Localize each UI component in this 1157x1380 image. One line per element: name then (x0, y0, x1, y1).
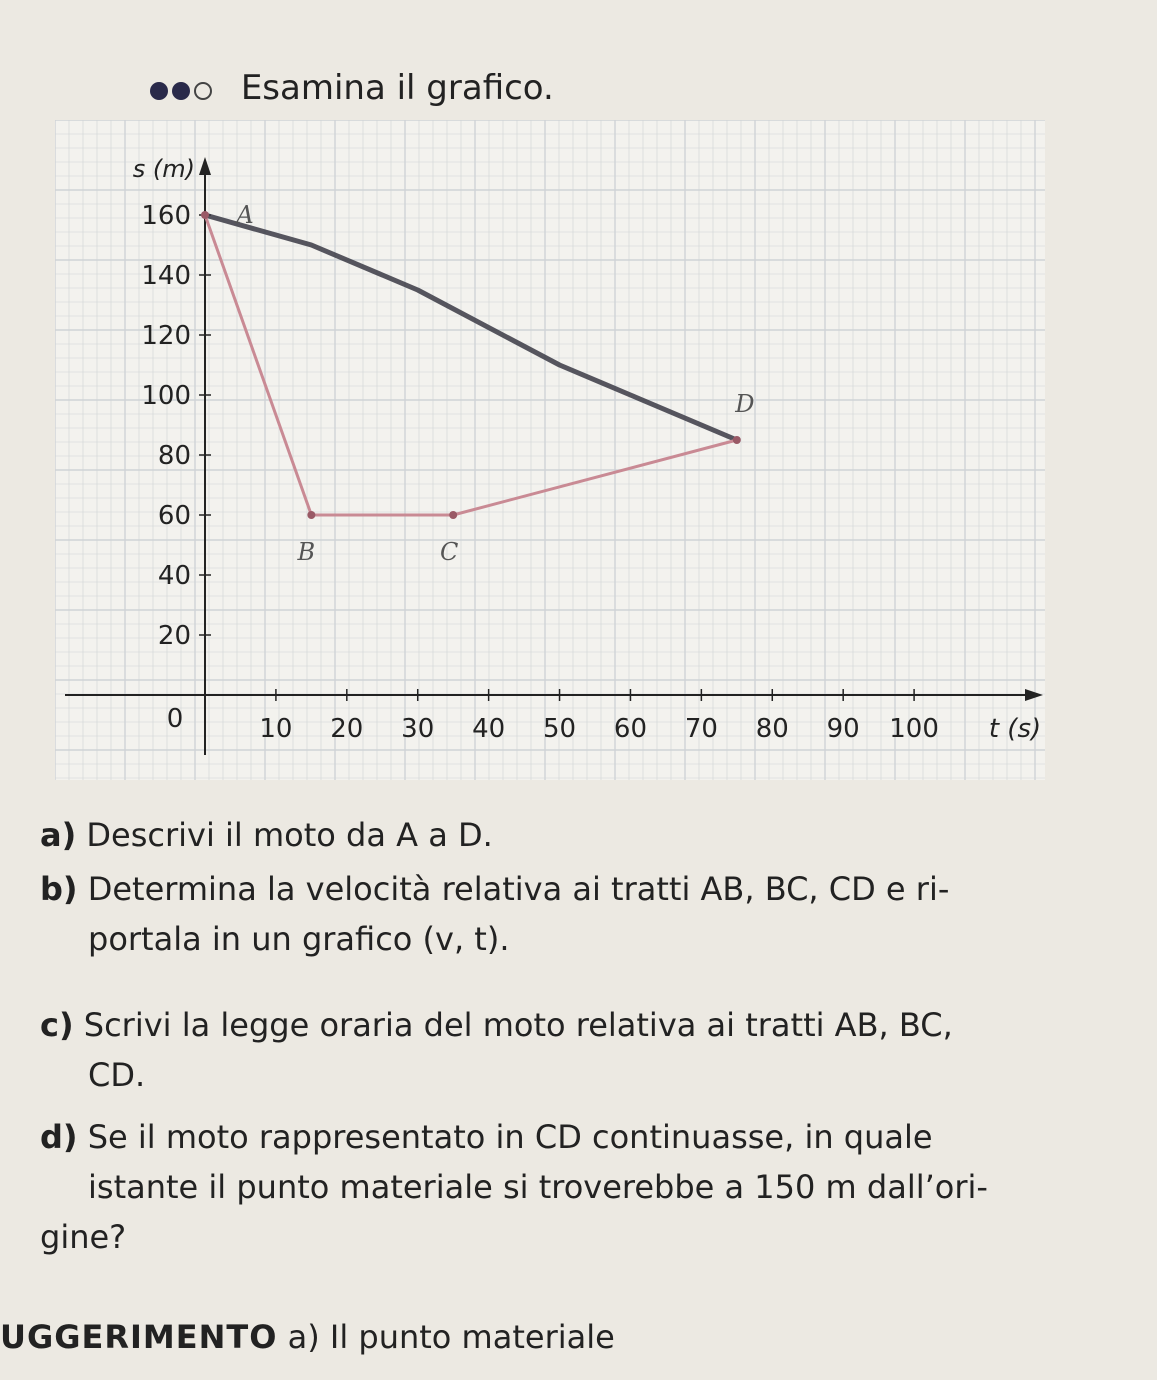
y-tick-label: 60 (157, 501, 191, 531)
origin-label: 0 (166, 704, 184, 734)
x-tick-label: 40 (472, 714, 506, 744)
grid-paper (55, 120, 1045, 780)
exercise-title: Esamina il grafico. (240, 68, 554, 108)
x-tick-label: 20 (330, 714, 364, 744)
point-label-A: A (236, 201, 254, 229)
x-axis-label: t (s) (988, 714, 1042, 744)
y-tick-label: 120 (141, 321, 191, 351)
y-tick-label: 20 (157, 621, 191, 651)
x-tick-label: 100 (889, 714, 939, 744)
point-B (307, 511, 315, 519)
y-tick-label: 40 (157, 561, 191, 591)
hint: UGGERIMENTO a) Il punto materiale (0, 1318, 615, 1356)
y-tick-label: 100 (141, 381, 191, 411)
point-label-D: D (735, 390, 755, 418)
position-time-chart (55, 120, 1045, 780)
point-C (449, 511, 457, 519)
y-axis-label: s (m) (132, 155, 195, 183)
question-d: d) Se il moto rappresentato in CD continuasse, in quale istante il punto materiale si troverebbe a 150 m dall’ori- gine? (40, 1118, 988, 1256)
point-A (201, 211, 209, 219)
y-tick-label: 140 (141, 261, 191, 291)
x-tick-label: 10 (259, 714, 293, 744)
difficulty-dots-icon (150, 70, 216, 110)
question-b: b) Determina la velocità relativa ai tratti AB, BC, CD e ri- portala in un grafico (v, t). (40, 870, 950, 958)
point-D (733, 436, 741, 444)
question-c: c) Scrivi la legge oraria del moto relativa ai tratti AB, BC, CD. (40, 1006, 953, 1094)
x-tick-label: 50 (542, 714, 577, 744)
exercise-header (150, 68, 554, 110)
x-tick-label: 70 (684, 714, 718, 744)
point-label-B: B (297, 538, 316, 566)
point-label-C: C (439, 538, 459, 566)
x-tick-label: 60 (613, 714, 648, 744)
question-a: a) Descrivi il moto da A a D. (40, 816, 493, 854)
x-tick-label: 90 (826, 714, 860, 744)
y-tick-label: 160 (141, 201, 191, 231)
x-tick-label: 30 (401, 714, 435, 744)
x-tick-label: 80 (755, 714, 789, 744)
y-tick-label: 80 (157, 441, 191, 471)
